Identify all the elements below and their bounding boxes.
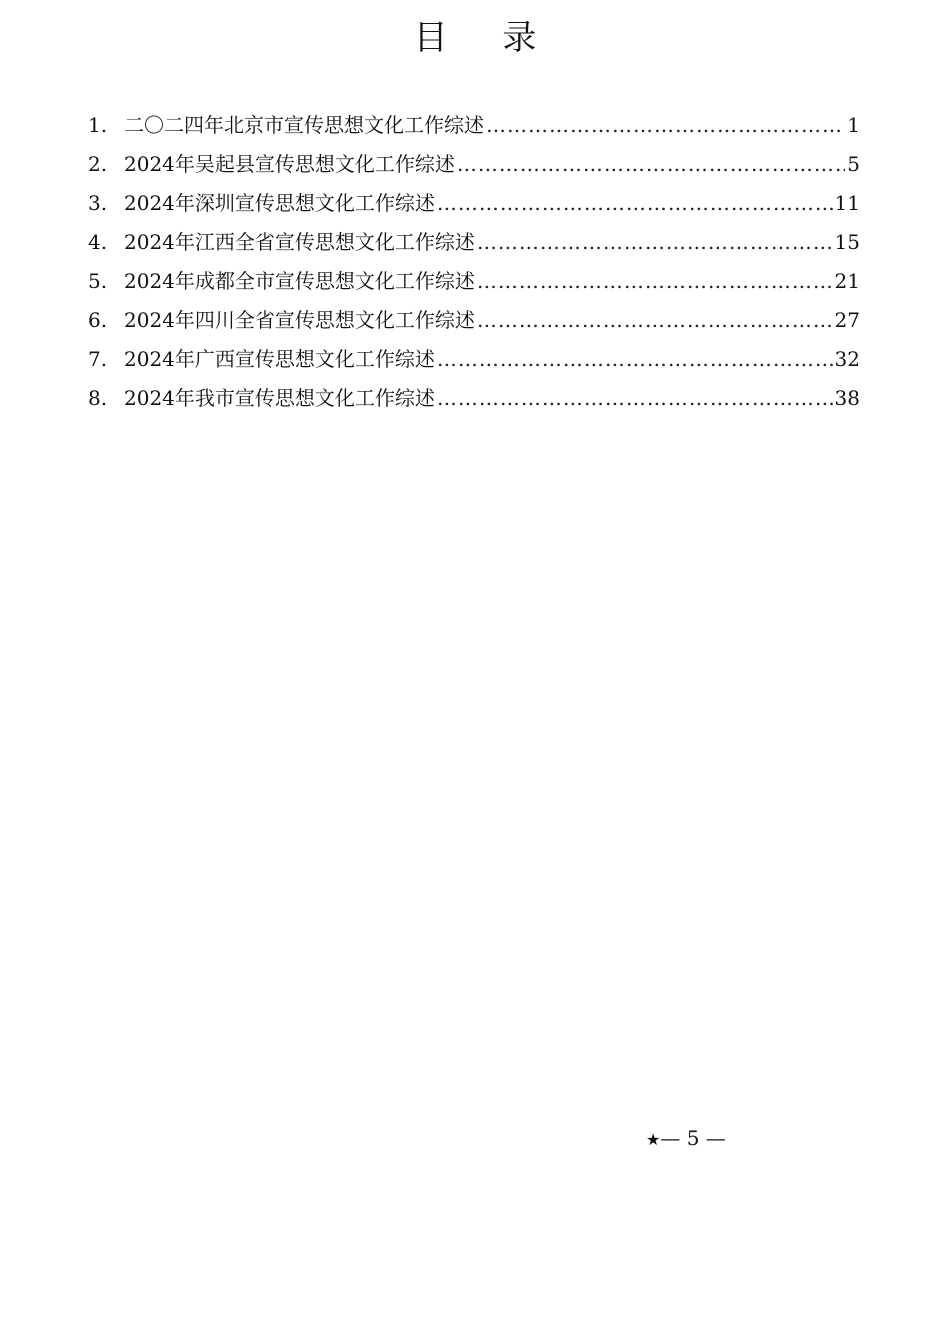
- toc-entry-number: 4.: [88, 230, 108, 254]
- toc-list: [88, 106, 860, 418]
- toc-entry-page[interactable]: 38: [834, 386, 860, 410]
- toc-entry[interactable]: [88, 145, 860, 184]
- toc-entry-number: 3.: [88, 191, 108, 215]
- toc-entry-number: 6.: [88, 308, 108, 332]
- toc-entry-title[interactable]: 2024年我市宣传思想文化工作综述: [124, 386, 435, 410]
- toc-entry-page[interactable]: 32: [834, 347, 860, 371]
- toc-leader-dots: [477, 262, 833, 301]
- toc-entry-number: 7.: [88, 347, 108, 371]
- toc-leader-dots: [457, 145, 845, 184]
- footer-page-number: 5: [686, 1126, 700, 1150]
- toc-entry-title[interactable]: 2024年深圳宣传思想文化工作综述: [124, 191, 435, 215]
- toc-leader-dots: [477, 301, 833, 340]
- footer-dash-right: —: [705, 1126, 726, 1150]
- toc-leader-dots: [437, 184, 833, 223]
- toc-entry[interactable]: [88, 223, 860, 262]
- toc-entry-number: 8.: [88, 386, 108, 410]
- toc-entry-title[interactable]: 2024年江西全省宣传思想文化工作综述: [124, 230, 475, 254]
- toc-leader-dots: [486, 106, 845, 145]
- toc-leader-dots: [477, 223, 833, 262]
- star-icon: ★: [646, 1130, 661, 1149]
- toc-entry-title[interactable]: 2024年成都全市宣传思想文化工作综述: [124, 269, 475, 293]
- toc-entry[interactable]: [88, 301, 860, 340]
- toc-entry[interactable]: [88, 262, 860, 301]
- toc-entry-page[interactable]: 5: [847, 152, 860, 176]
- toc-entry[interactable]: [88, 106, 860, 145]
- footer-dash-left: —: [660, 1126, 681, 1150]
- toc-entry[interactable]: [88, 184, 860, 223]
- toc-entry-title[interactable]: 2024年广西宣传思想文化工作综述: [124, 347, 435, 371]
- toc-entry-number: 2.: [88, 152, 108, 176]
- toc-leader-dots: [437, 340, 833, 379]
- toc-entry-page[interactable]: 11: [834, 191, 860, 215]
- toc-entry-title[interactable]: 2024年四川全省宣传思想文化工作综述: [124, 308, 475, 332]
- toc-entry[interactable]: [88, 340, 860, 379]
- toc-entry-title[interactable]: 2024年吴起县宣传思想文化工作综述: [124, 152, 455, 176]
- toc-entry-page[interactable]: 21: [834, 269, 860, 293]
- toc-entry-page[interactable]: 27: [834, 308, 860, 332]
- page-footer: [646, 1122, 726, 1156]
- toc-leader-dots: [437, 379, 833, 418]
- toc-entry-title[interactable]: 二〇二四年北京市宣传思想文化工作综述: [124, 113, 484, 137]
- toc-entry-page[interactable]: 1: [847, 113, 860, 137]
- page-title: 目 录: [413, 18, 559, 58]
- toc-entry[interactable]: [88, 379, 860, 418]
- toc-entry-page[interactable]: 15: [834, 230, 860, 254]
- toc-entry-number: 5.: [88, 269, 108, 293]
- toc-entry-number: 1.: [88, 113, 108, 137]
